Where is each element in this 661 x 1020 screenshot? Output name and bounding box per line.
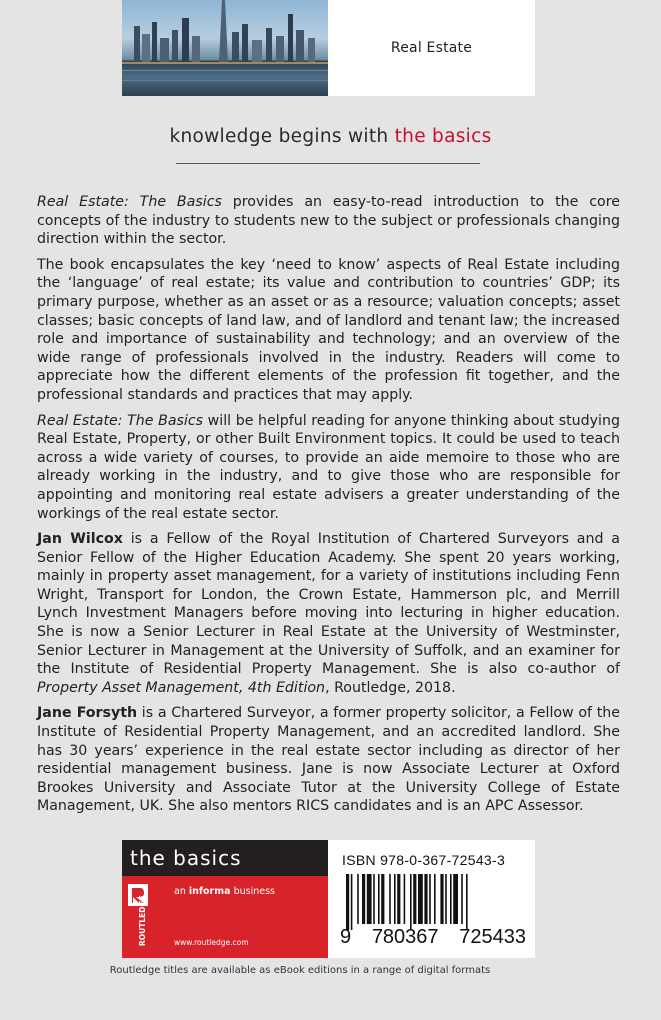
barcode-bar [453, 874, 458, 924]
barcode-bar [424, 874, 427, 924]
blurb-p3-text: will be helpful reading for anyone thinking about studying Real Estate, Property, or other Built Environment topics. It could be used to teach across a wide variety of courses, to provide an aide memoire to those who are already working in the industry, and to give those who are responsible for appointing and monitoring real estate advisers a greater understanding of the workings of the real estate sector. [37, 412, 620, 522]
back-cover-text [37, 193, 620, 823]
barcode-bar [450, 874, 452, 924]
barcode-bar [461, 874, 463, 924]
barcode-bar [434, 874, 436, 924]
author-bio-1 [37, 530, 620, 697]
divider-rule [176, 163, 480, 164]
author-bio-end: , Routledge, 2018. [325, 679, 456, 696]
barcode-bar [389, 874, 391, 924]
barcode-bar [373, 874, 375, 924]
informa-bold: informa [188, 886, 231, 897]
publisher-url: www.routledge.com [174, 938, 249, 947]
publisher-red-panel [122, 876, 328, 958]
barcode-bar [404, 874, 406, 924]
barcode-bar [362, 874, 365, 924]
barcode-box [328, 840, 535, 958]
publisher-branding [122, 840, 328, 958]
barcode-bar [440, 874, 443, 924]
tagline [0, 126, 661, 147]
barcode-bar [394, 874, 396, 924]
barcode-bar [346, 874, 349, 930]
book-title: Real Estate: The Basics [37, 194, 222, 210]
barcode-group-1: 780367 [371, 926, 439, 948]
barcode-bar [351, 874, 353, 930]
informa-tagline [174, 886, 275, 897]
barcode-bar [429, 874, 431, 924]
barcode-digit-first: 9 [340, 926, 352, 948]
blurb-p1-text: provides an easy-to-read introduction to the core concepts of the industry to students new to the subject or professionals changing direction within the sector. [37, 194, 620, 248]
barcode-number [340, 926, 526, 949]
barcode-bar [445, 874, 447, 924]
barcode-bar [413, 874, 416, 924]
city-skyline-image [122, 0, 328, 96]
blurb-paragraph-3 [37, 412, 620, 524]
top-band [122, 0, 535, 96]
author-bio-2 [37, 704, 620, 816]
publisher-block [122, 840, 535, 958]
series-title: Real Estate [390, 40, 473, 56]
related-book-title: Property Asset Management, 4th Edition [37, 679, 326, 696]
barcode-bar [357, 874, 359, 924]
ebook-note: Routledge titles are available as eBook editions in a range of digital formats [109, 965, 491, 976]
barcode-bar [466, 874, 468, 930]
author-name: Jan Wilcox [37, 531, 123, 548]
isbn-label: ISBN 978-0-367-72543-3 [342, 852, 506, 868]
informa-prefix: an [174, 886, 189, 897]
barcode-bar [410, 874, 412, 930]
tagline-accent: the basics [394, 126, 492, 147]
tagline-prefix: knowledge begins with [169, 126, 389, 147]
barcode-bar [397, 874, 400, 924]
series-title-box [328, 0, 535, 96]
blurb-paragraph-1 [37, 193, 620, 249]
informa-suffix: business [230, 886, 275, 897]
author-bio-text: is a Fellow of the Royal Institution of Chartered Surveyors and a Senior Fellow of the Higher Education Academy. She spent 20 years working, mainly in property asset management, for a variety of institutions including Fenn Wright, Transport for London, the Crown Estate, Hammerson plc, and Merrill Lynch Investment Managers before moving into lecturing in higher education. She is now a Senior Lecturer in Real Estate at the University of Westminster, Senior Lecturer in Management at the University of Suffolk, and an examiner for the Institute of Residential Property Management. She is also co-author of [37, 531, 620, 678]
author-name: Jane Forsyth [37, 705, 138, 722]
series-badge: the basics [122, 840, 328, 876]
barcode-group-2: 725433 [459, 926, 526, 948]
barcode-bar [367, 874, 372, 924]
routledge-logo-text: ROUTLEDGE [138, 895, 147, 946]
barcode-bar [418, 874, 423, 924]
barcode-bar [381, 874, 384, 924]
routledge-logo [126, 882, 150, 950]
barcode-bar [378, 874, 380, 924]
author-bio-text: is a Chartered Surveyor, a former property solicitor, a Fellow of the Institute of Residential Property Management, and an accredited landlord. She has 30 years’ experience in the real estate sector including as director of her residential management business. Jane is now Associate Lecturer at Oxford Brookes University and Associate Tutor at the University College of Estate Management, UK. She also mentors RICS candidates and is an APC Assessor. [37, 705, 620, 815]
book-title: Real Estate: The Basics [37, 412, 204, 429]
blurb-paragraph-2: The book encapsulates the key ‘need to know’ aspects of Real Estate including the ‘language’ of real estate; its value and contribution to countries’ GDP; its primary purpose, whether as an asset or as a resource; valuation concepts; asset classes; basic concepts of land law, and of landlord and tenant law; the increased role and importance of sustainability and technology; and an overview of the wide range of professionals involved in the industry. Readers will come to appreciate how the different elements of the profession fit together, and the professional standards and practices that may apply. [37, 256, 620, 403]
